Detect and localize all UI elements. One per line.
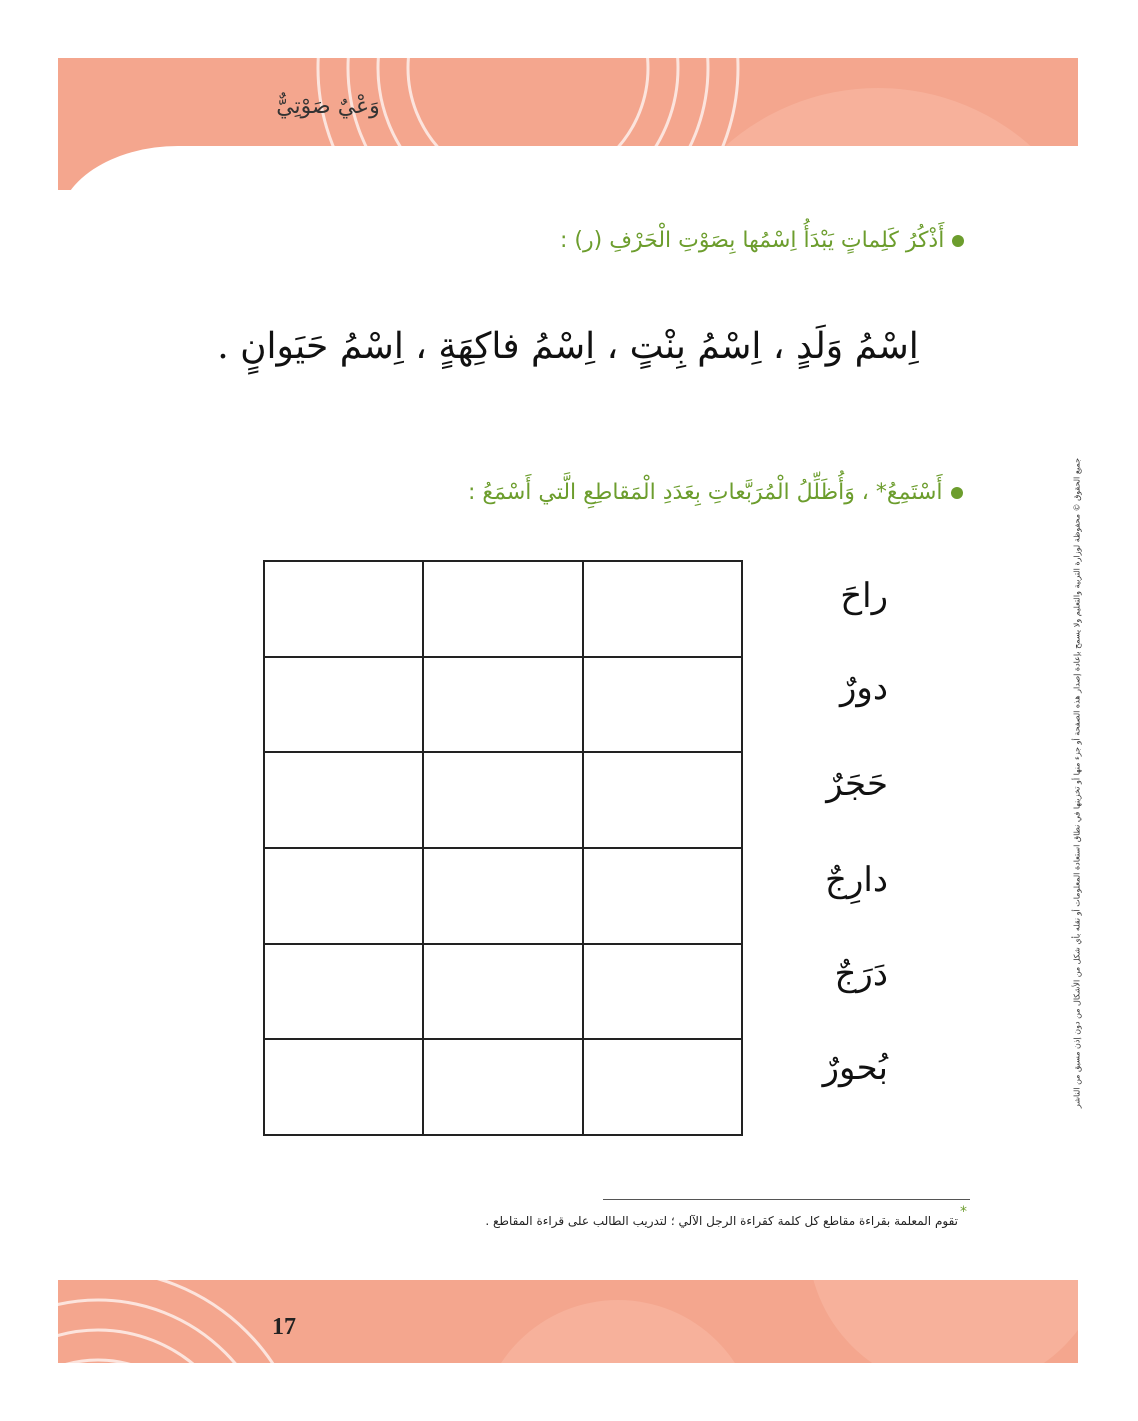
grid-cell[interactable] [583,752,742,848]
grid-cell[interactable] [423,752,582,848]
grid-cell[interactable] [264,1039,423,1135]
page-number: 17 [272,1314,296,1340]
grid-row [264,752,742,848]
copyright-text: جميع الحقوق © محفوظة لوزارة التربية والتعليم ولا يسمح بإعادة إصدار هذه الصفحة أو جزء منها أو تخزينها في نطاق استعادة المعلومات أو نقله بأي شكل من الأشكال من دون إذن مسبق من الناشر [1072,457,1082,1109]
word-item: حَجَرٌ [826,764,888,804]
grid-cell[interactable] [583,1039,742,1135]
bullet-icon [952,235,964,247]
grid-cell[interactable] [583,657,742,753]
syllable-grid [263,560,743,1136]
footnote-divider [603,1199,970,1200]
word-item: دورٌ [840,668,888,708]
grid-cell[interactable] [423,561,582,657]
copyright-note [1066,428,1088,1138]
grid-cell[interactable] [583,561,742,657]
grid-row [264,944,742,1040]
instruction-1 [560,228,964,253]
grid-cell[interactable] [423,848,582,944]
word-item: بُحورٌ [822,1048,888,1088]
bullet-icon [951,487,963,499]
footer-curve [58,1228,1078,1280]
grid-row [264,561,742,657]
word-item: راحَ [840,576,888,616]
grid-cell[interactable] [264,657,423,753]
section-title: وَعْيٌ صَوْتِيٌّ [276,94,380,119]
grid-cell[interactable] [423,657,582,753]
footnote-star: * [960,1204,967,1220]
grid-cell[interactable] [583,848,742,944]
grid-cell[interactable] [423,1039,582,1135]
header-curve [58,146,1078,226]
grid-row [264,1039,742,1135]
grid-cell[interactable] [583,944,742,1040]
grid-row [264,848,742,944]
grid-cell[interactable] [264,752,423,848]
instruction-2-text: أَسْتَمِعُ* ، وَأُظَلِّلُ الْمُرَبَّعاتِ بِعَدَدِ الْمَقاطِعِ الَّتي أَسْمَعُ : [468,480,943,505]
workbook-page [58,58,1082,1363]
grid-cell[interactable] [264,561,423,657]
word-item: دَرَجٌ [834,954,888,994]
footnote-text: تقوم المعلمة بقراءة مقاطع كل كلمة كقراءة الرجل الآلي ؛ لتدريب الطالب على قراءة المقاطع . [485,1214,958,1228]
grid-cell[interactable] [264,848,423,944]
grid-row [264,657,742,753]
footer-decoration [58,1280,1078,1363]
instruction-1-text: أَذْكُرُ كَلِماتٍ يَبْدَأُ اِسْمُها بِصَوْتِ الْحَرْفِ (ر) : [560,228,945,253]
grid-cell[interactable] [264,944,423,1040]
answer-line: اِسْمُ وَلَدٍ ، اِسْمُ بِنْتٍ ، اِسْمُ فاكِهَةٍ ، اِسْمُ حَيَوانٍ . [217,326,919,367]
instruction-2 [468,480,963,505]
word-item: دارِجٌ [825,860,888,900]
footer-band [58,1280,1078,1363]
grid-cell[interactable] [423,944,582,1040]
